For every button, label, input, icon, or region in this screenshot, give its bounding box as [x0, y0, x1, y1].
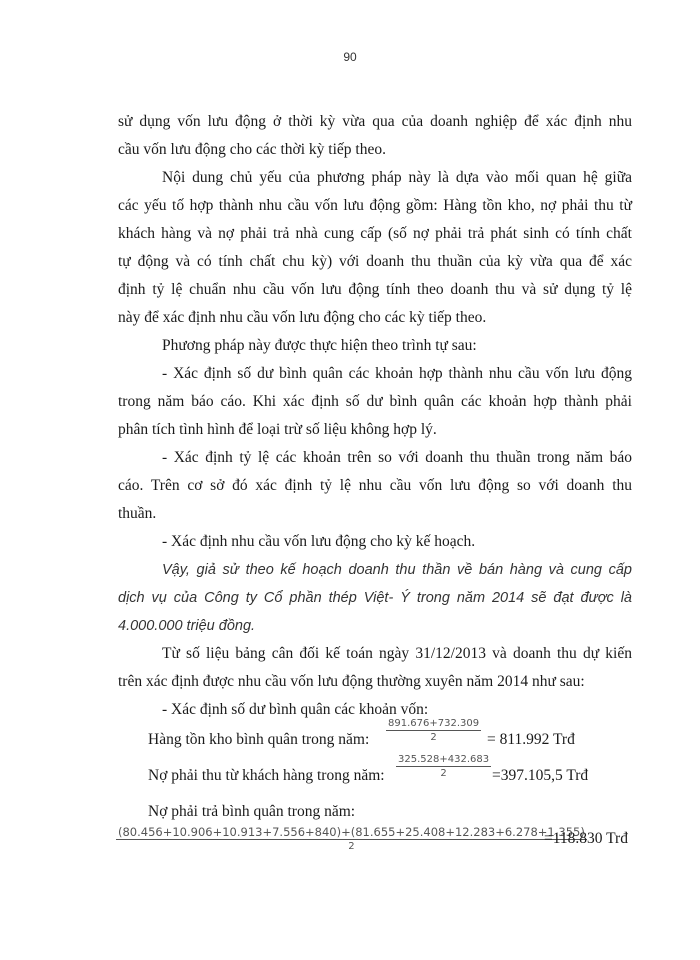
- bullet-line: - Xác định tỷ lệ các khoản trên so với doanh thu thuần trong năm báo: [162, 449, 632, 466]
- italic-line: dịch vụ của Công ty Cổ phần thép Việt- Ý trong năm 2014 sẽ đạt được là: [118, 590, 632, 606]
- paragraph-line: này để xác định nhu cầu vốn lưu động cho các kỳ tiếp theo.: [118, 309, 487, 326]
- inventory-fraction: [386, 717, 481, 744]
- inventory-numerator: 891.676+732.309: [388, 718, 480, 729]
- receivable-fraction: [396, 753, 491, 780]
- page-number: 90: [343, 50, 357, 64]
- paragraph-line: trong năm báo cáo. Khi xác định số dư bình quân các khoản hợp thành phải: [118, 393, 632, 410]
- paragraph-line: định tỷ lệ chuẩn nhu cầu vốn lưu động tính theo doanh thu và sử dụng tỷ lệ: [118, 281, 632, 298]
- receivable-result: =397.105,5 Trđ: [492, 767, 589, 784]
- receivable-denominator: 2: [440, 768, 447, 779]
- payable-label: Nợ phải trả bình quân trong năm:: [148, 803, 356, 820]
- paragraph-line: phân tích tình hình để loại trừ số liệu không hợp lý.: [118, 421, 437, 438]
- payable-fraction: [116, 826, 587, 853]
- payable-numerator: (80.456+10.906+10.913+7.556+840)+(81.655+25.408+12.283+6.278+1.355): [118, 825, 585, 839]
- bullet-line: - Xác định số dư bình quân các khoản hợp thành nhu cầu vốn lưu động: [162, 365, 632, 382]
- italic-line: 4.000.000 triệu đồng.: [118, 618, 256, 634]
- paragraph-line: tự động và có tính chất chu kỳ) với doanh thu thuần của kỳ vừa qua để xác: [118, 253, 632, 270]
- inventory-denominator: 2: [430, 732, 437, 743]
- paragraph-line: thuần.: [118, 505, 157, 522]
- receivable-label: Nợ phải thu từ khách hàng trong năm:: [148, 767, 385, 784]
- paragraph-line: khách hàng và nợ phải trả nhà cung cấp (số nợ phải trả phát sinh có tính chất: [118, 225, 632, 242]
- inventory-label: Hàng tồn kho bình quân trong năm:: [148, 731, 370, 748]
- payable-denominator: 2: [348, 841, 355, 852]
- bullet-line: - Xác định nhu cầu vốn lưu động cho kỳ kế hoạch.: [162, 533, 476, 550]
- paragraph-line: Phương pháp này được thực hiện theo trình tự sau:: [162, 337, 477, 354]
- receivable-numerator: 325.528+432.683: [398, 754, 490, 765]
- paragraph-line: Từ số liệu bảng cân đối kế toán ngày 31/12/2013 và doanh thu dự kiến: [162, 645, 632, 662]
- payable-result: =118.830 Trđ: [544, 830, 628, 847]
- bullet-line: - Xác định số dư bình quân các khoản vốn:: [162, 701, 429, 718]
- italic-line: Vậy, giả sử theo kế hoạch doanh thu thần về bán hàng và cung cấp: [162, 562, 632, 578]
- paragraph-line: sử dụng vốn lưu động ở thời kỳ vừa qua của doanh nghiệp để xác định nhu: [118, 113, 632, 130]
- paragraph-line: trên xác định được nhu cầu vốn lưu động thường xuyên năm 2014 như sau:: [118, 673, 585, 690]
- paragraph-line: cầu vốn lưu động cho các thời kỳ tiếp theo.: [118, 141, 386, 158]
- paragraph-line: Nội dung chủ yếu của phương pháp này là dựa vào mối quan hệ giữa: [162, 169, 632, 186]
- inventory-result: = 811.992 Trđ: [487, 731, 575, 748]
- paragraph-line: các yếu tố hợp thành nhu cầu vốn lưu động gồm: Hàng tồn kho, nợ phải thu từ: [118, 197, 632, 214]
- paragraph-line: cáo. Trên cơ sở đó xác định tỷ lệ nhu cầu vốn lưu động so với doanh thu: [118, 477, 632, 494]
